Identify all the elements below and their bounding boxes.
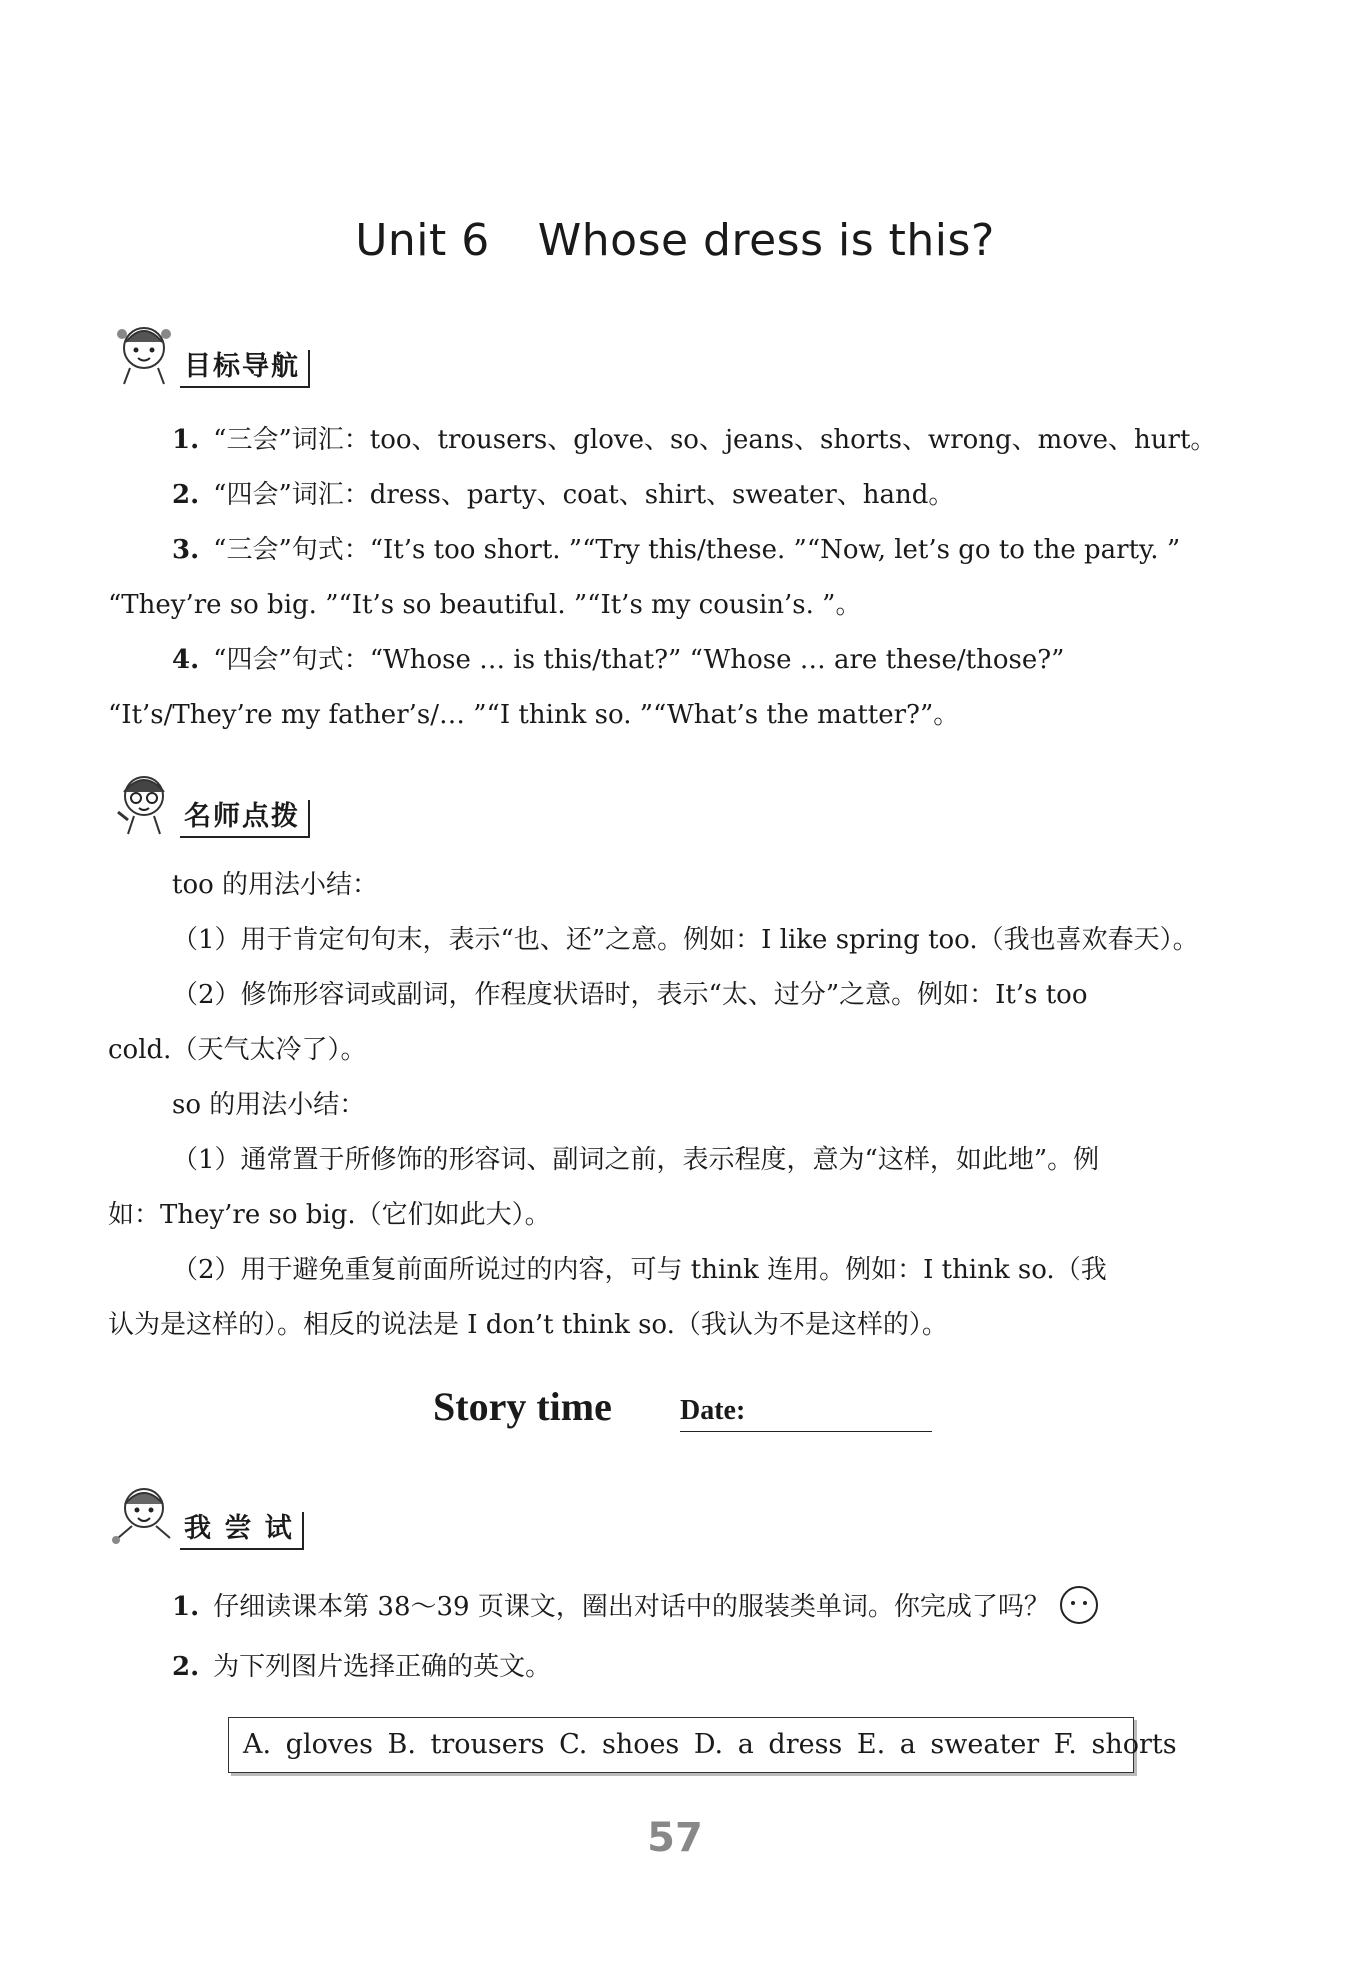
section-label-try: 我 尝 试 (180, 1512, 304, 1550)
tip-line-4: cold.（天气太冷了）。 (108, 1035, 367, 1065)
section-header-tips (108, 768, 310, 838)
tip-line-7: 如：They’re so big.（它们如此大）。 (108, 1200, 551, 1230)
section-header-goals (108, 318, 310, 388)
unit-heading: Whose dress is this? (537, 215, 995, 266)
tip-line-6: （1）通常置于所修饰的形容词、副词之前，表示程度，意为“这样，如此地”。例 (172, 1145, 1100, 1175)
goal-item-1: 1. “三会”词汇：too、trousers、glove、so、jeans、shorts、wrong、move、hurt。 (172, 425, 1217, 455)
unit-number: Unit 6 (355, 215, 490, 266)
task-item-1: 1. 仔细读课本第 38～39 页课文，圈出对话中的服装类单词。你完成了吗？ (172, 1580, 1098, 1635)
goal-item-3-cont: “They’re so big. ”“It’s so beautiful. ”“It’s my cousin’s. ”。 (108, 590, 862, 620)
section-header-try (108, 1480, 304, 1550)
goal-item-2: 2. “四会”词汇：dress、party、coat、shirt、sweater、hand。 (172, 480, 955, 510)
mascot-girl-waving-icon (108, 1480, 180, 1550)
answer-options-box: A. gloves B. trousers C. shoes D. a dress E. a sweater F. shorts (228, 1717, 1134, 1773)
mascot-girl-icon (108, 318, 180, 388)
tip-line-2: （1）用于肯定句句末，表示“也、还”之意。例如：I like spring too.（我也喜欢春天）。 (172, 925, 1199, 955)
tip-line-5: so 的用法小结： (172, 1090, 366, 1120)
date-input-line[interactable] (680, 1431, 932, 1432)
date-label: Date: (680, 1395, 746, 1426)
goal-item-4: 4. “四会”句式：“Whose … is this/that?” “Whose … are these/those?” (172, 645, 1065, 675)
story-time-title: Story time (433, 1384, 612, 1429)
tip-line-9: 认为是这样的）。相反的说法是 I don’t think so.（我认为不是这样的）。 (108, 1310, 948, 1340)
section-label-goals: 目标导航 (180, 350, 310, 388)
section-label-tips: 名师点拨 (180, 800, 310, 838)
tip-line-3: （2）修饰形容词或副词，作程度状语时，表示“太、过分”之意。例如：It’s too (172, 980, 1088, 1010)
goal-item-3: 3. “三会”句式：“It’s too short. ”“Try this/these. ”“Now, let’s go to the party. ” (172, 535, 1181, 565)
smiley-checkbox-icon[interactable] (1060, 1586, 1098, 1624)
tip-line-8: （2）用于避免重复前面所说过的内容，可与 think 连用。例如：I think so.（我 (172, 1255, 1107, 1285)
tip-line-1: too 的用法小结： (172, 870, 379, 900)
mascot-teacher-icon (108, 768, 180, 838)
page-number: 57 (647, 1815, 703, 1861)
unit-title (0, 215, 1350, 266)
goal-item-4-cont: “It’s/They’re my father’s/… ”“I think so. ”“What’s the matter?”。 (108, 700, 960, 730)
task-item-2: 2. 为下列图片选择正确的英文。 (172, 1652, 552, 1682)
